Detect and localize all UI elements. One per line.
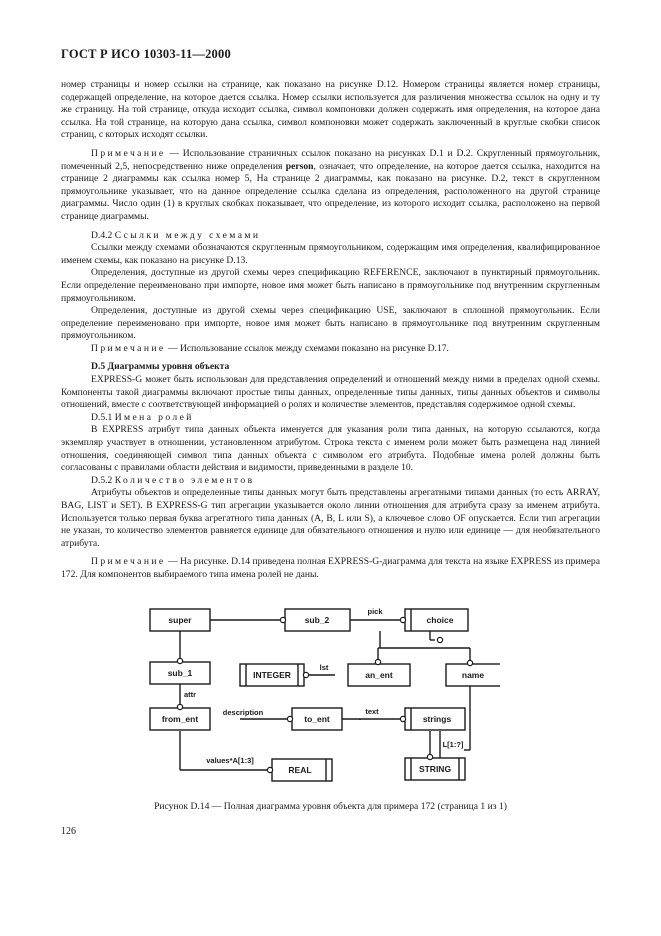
bold-term: person: [285, 160, 314, 172]
note-lead: Примечание: [91, 147, 166, 159]
note-text: — Использование страничных ссылок показано на рисунках D.1 и D.2. Скругленный прямоугольник, помеченный 2,5, непосредственно ниже определения: [61, 147, 600, 172]
label-values: values*A[1:3]: [206, 756, 254, 765]
section-title: Ссылки между схемами: [114, 229, 261, 241]
section-number: D.5.2: [91, 474, 115, 486]
box-from-ent: from_ent: [161, 714, 199, 724]
note-text: — На рисунке. D.14 приведена полная EXPRESS-G-диаграмма для текста на языке EXPRESS из примера 172. Для компонентов выбираемого типа имена ролей не даны.: [61, 556, 600, 580]
paragraph: Атрибуты объектов и определенные типы данных могут быть представлены агрегатными типами данных (то есть ARRAY, BAG, LIST и SET). В EXPRESS-G тип агрегации указывается около линии отношения для атрибута сразу за именем атрибута. Используется только первая буква агрегатного типа данных (A, B, L или S), а ключевое слово OF опускается. Если тип агрегации не указан, то количество элементов равняется единице для обязательного отношения и нулю или единице — для необязательного атрибута.: [61, 487, 600, 549]
section-number: D.5.1: [91, 411, 115, 423]
box-an-ent: an_ent: [365, 670, 393, 680]
paragraph: Определения, доступные из другой схемы через спецификацию REFERENCE, заключают в пунктирный прямоугольник. Если определение переименовано при импорте, новое имя может быть написано в прямоугольнике под внутренним скругленным прямоугольником.: [61, 267, 600, 304]
paragraph: В EXPRESS атрибут типа данных объекта именуется для указания роли типа данных, на которую ссылаются, когда экземпляр участвует в отношении, установленном атрибутом. Строка текста с именем роли может быть размещена над линией отношения, соединяющей символ типа данных объекта с символом его атрибута. Подобные имена ролей должны быть согласованы с правилами области действия и видимости, приведенными в разделе 10.: [61, 424, 600, 474]
body-text: [61, 79, 600, 582]
box-super: super: [168, 615, 192, 625]
box-to-ent: to_ent: [304, 714, 330, 724]
figure-caption: Рисунок D.14 — Полная диаграмма уровня объекта для примера 172 (страница 1 из 1): [154, 801, 507, 812]
subsection-heading: [61, 230, 600, 243]
label-lst: lst: [319, 663, 329, 672]
label-list-bound: L[1:?]: [442, 740, 464, 749]
diagram-svg: [140, 600, 500, 790]
paragraph: Определения, доступные из другой схемы через спецификацию USE, заключают в сплошной прямоугольник. Если определение переименовано при импорте, новое имя может быть написано в прямоугольнике под внутренним скругленным прямоугольником.: [61, 305, 600, 342]
section-title: Количество элементов: [114, 474, 255, 486]
standard-header: ГОСТ Р ИСО 10303-11—2000: [61, 47, 231, 61]
note-text: — Использование ссылок между схемами показано на рисунке D.17.: [165, 342, 449, 354]
note-tail: , означает, что определение, на которое дается ссылка, находится на странице 2 диаграммы как ссылка номер 5, На странице 2 диаграммы, как показано на рисунке. D.2, текст в скругленном прямоугольнике указывает, что на данное определение ссылка сделана из определения, расположенного на другой странице диаграммы. Число один (1) в круглых скобках показывает, что определение, из которого исходит ссылка, расположено на первой странице диаграммы.: [61, 160, 600, 222]
subsection-heading: [61, 475, 600, 488]
label-description: description: [222, 708, 264, 717]
label-text: text: [365, 707, 379, 716]
express-g-diagram: [140, 600, 500, 790]
note-lead: Примечание: [91, 342, 166, 354]
box-real: REAL: [288, 765, 312, 775]
paragraph: номер страницы и номер ссылки на странице, как показано на рисунке D.12. Номером страницы является номер страницы, содержащей определение, на которое дается ссылка. Номер ссылки используется для различения множества ссылок на одну и ту же страницу. На той странице, откуда исходит ссылка, символ компоновки должен содержать имя определения, на которое дана ссылка. На той странице, на которую дана ссылка, символ компоновки может содержать заключенный в круглые скобки список страниц, с которых исходят ссылки.: [61, 79, 600, 141]
page-number: 126: [61, 826, 76, 837]
paragraph: EXPRESS-G может быть использован для представления определений и отношений между ними в пределах одной схемы. Компоненты такой диаграммы включают простые типы данных, определенные типы данных, типы данных объектов и символы отношений, вместе с соответствующей информацией о ролях и количестве элементов, представляя содержимое одной схемы.: [61, 374, 600, 411]
paragraph: Ссылки между схемами обозначаются скругленным прямоугольником, содержащим имя определения, квалифицированное именем схемы, как показано на рисунке D.13.: [61, 242, 600, 266]
box-choice: choice: [426, 615, 454, 625]
section-number: D.4.2: [91, 229, 115, 241]
box-string: STRING: [418, 764, 452, 774]
note-lead: Примечание: [91, 556, 166, 568]
box-sub-1: sub_1: [167, 668, 193, 678]
note-paragraph: [61, 148, 600, 224]
subsection-heading: [61, 412, 600, 425]
label-attr: attr: [183, 690, 197, 699]
section-title: Имена ролей: [114, 411, 194, 423]
label-pick: pick: [367, 607, 383, 616]
note-paragraph: [61, 343, 600, 356]
box-name: name: [461, 670, 485, 680]
note-paragraph: [61, 556, 600, 581]
box-integer: INTEGER: [253, 670, 291, 680]
box-sub-2: sub_2: [304, 615, 330, 625]
box-strings: strings: [422, 714, 452, 724]
section-heading: D.5 Диаграммы уровня объекта: [91, 361, 230, 373]
